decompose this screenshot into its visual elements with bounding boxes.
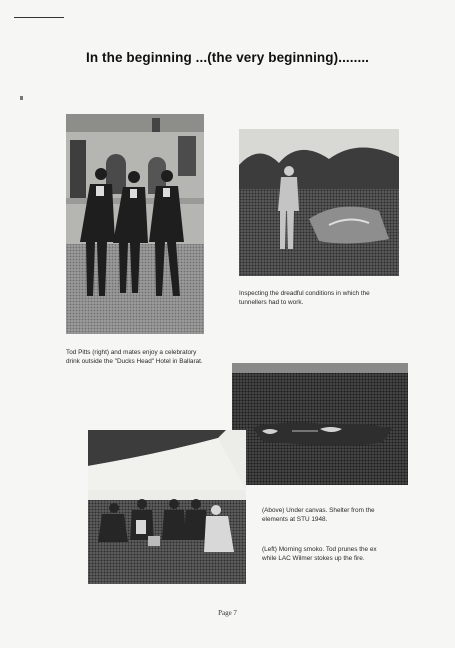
photo-men-under-canvas [88, 430, 246, 584]
scan-speck [20, 96, 23, 100]
caption-inspecting: Inspecting the dreadful conditions in which the tunnellers had to work. [239, 290, 370, 306]
photo-inspecting-trench [239, 129, 399, 276]
photo-men-outside-hotel [66, 114, 204, 334]
page-number: Page 7 [218, 609, 237, 617]
caption-hotel-drink: Tod Pitts (right) and mates enjoy a celebratory drink outside the "Ducks Head" Hotel in Ballarat. [66, 349, 203, 365]
caption-under-canvas: (Above) Under canvas. Shelter from the elements at STU 1948. [262, 507, 375, 523]
photo-pit-in-bush [232, 363, 408, 485]
caption-morning-smoko: (Left) Morning smoko. Tod prunes the ex while LAC Wilmer stokes up the fire. [262, 546, 377, 562]
header-rule [14, 17, 64, 18]
page-title: In the beginning ...(the very beginning)........ [85, 50, 370, 65]
